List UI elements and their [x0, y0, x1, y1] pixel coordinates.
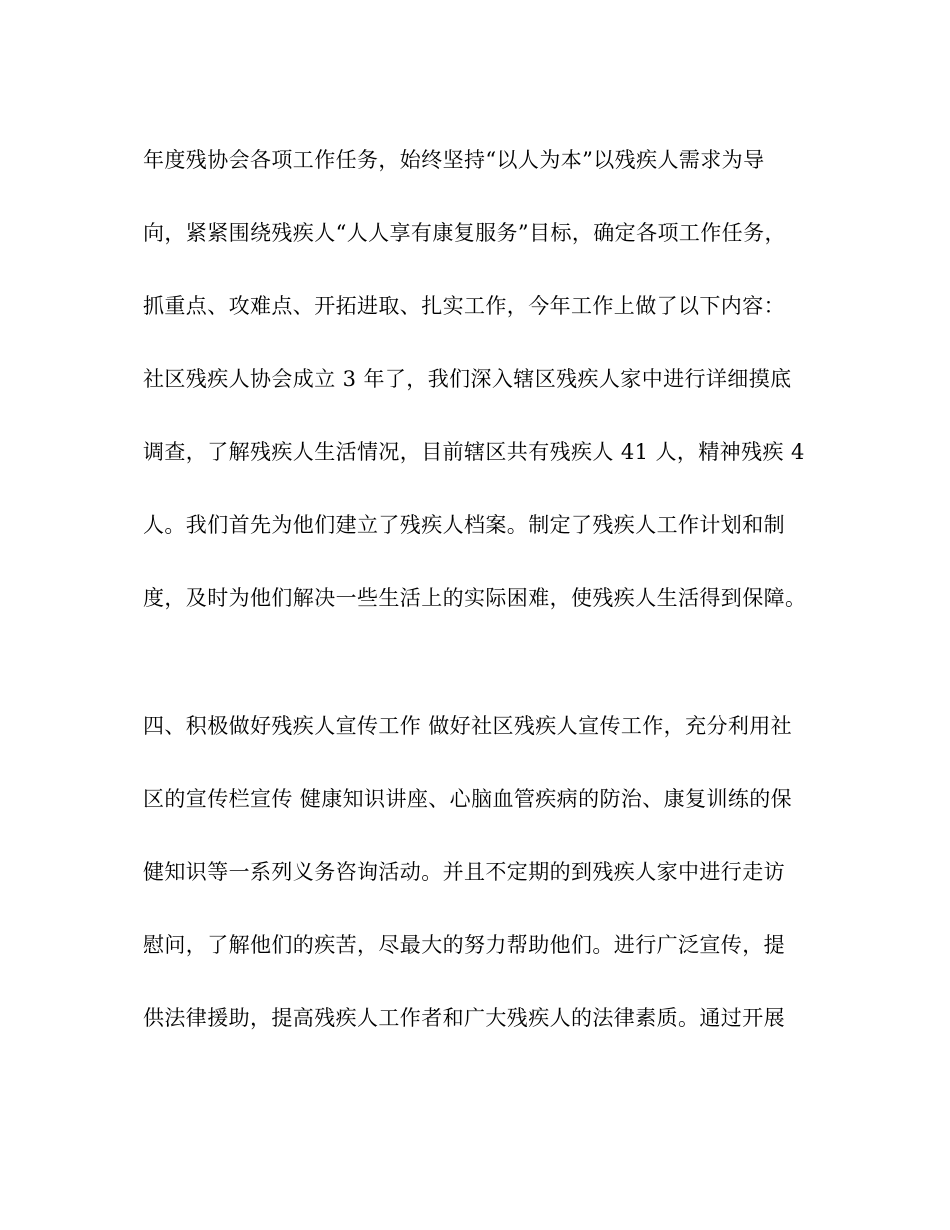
text-line: 供法律援助，提高残疾人工作者和广大残疾人的法律素质。通过开展 — [143, 1006, 785, 1030]
text-line: 度，及时为他们解决一些生活上的实际困难，使残疾人生活得到保障。 — [143, 586, 807, 610]
text-line: 慰问，了解他们的疾苦，尽最大的努力帮助他们。进行广泛宣传，提 — [143, 933, 785, 957]
text-line: 年度残协会各项工作任务，始终坚持“以人为本”以残疾人需求为导 — [143, 148, 765, 172]
text-line: 抓重点、攻难点、开拓进取、扎实工作，今年工作上做了以下内容： — [143, 294, 785, 318]
text-line: 人。我们首先为他们建立了残疾人档案。制定了残疾人工作计划和制 — [143, 513, 785, 537]
section-heading-line: 四、积极做好残疾人宣传工作 做好社区残疾人宣传工作，充分利用社 — [143, 714, 793, 738]
text-line: 健知识等一系列义务咨询活动。并且不定期的到残疾人家中进行走访 — [143, 860, 785, 884]
text-line: 向，紧紧围绕残疾人“人人享有康复服务”目标，确定各项工作任务， — [143, 221, 786, 245]
text-line: 调查，了解残疾人生活情况，目前辖区共有残疾人 41 人，精神残疾 4 — [143, 440, 805, 464]
text-line: 区的宣传栏宣传 健康知识讲座、心脑血管疾病的防治、康复训练的保 — [143, 787, 793, 811]
text-line: 社区残疾人协会成立 3 年了，我们深入辖区残疾人家中进行详细摸底 — [143, 367, 792, 391]
